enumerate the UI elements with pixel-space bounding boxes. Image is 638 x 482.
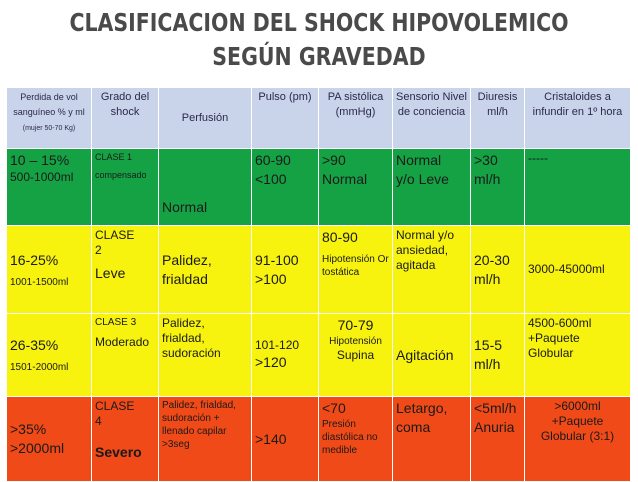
cell-grado bbox=[92, 397, 159, 482]
cell-pulso bbox=[252, 314, 319, 397]
pa-b: Hipotensión Ortostática bbox=[322, 254, 389, 278]
cell-perfusion: Palidez, frialdad bbox=[159, 226, 252, 314]
diuresis-b: ml/h bbox=[474, 171, 501, 187]
cell-perfusion: Palidez, frialdad, sudoración + llenado capilar >3seg bbox=[159, 397, 252, 482]
pulso-a: 91-100 bbox=[255, 251, 299, 268]
perdida-ml: 1001-1500ml bbox=[10, 276, 69, 288]
cell-pulso bbox=[252, 149, 319, 226]
cell-diuresis: 20-30 ml/h bbox=[471, 226, 525, 314]
pulso-b: <100 bbox=[255, 171, 287, 187]
pa-a: 80-90 bbox=[322, 229, 358, 245]
cell-pa bbox=[319, 397, 393, 482]
cell-sensorio: Agitación bbox=[393, 314, 471, 397]
perdida-pct: 26-35% bbox=[10, 337, 59, 353]
pulso-b: >120 bbox=[255, 354, 287, 370]
title-line-1: CLASIFICACION DEL SHOCK HIPOVOLEMICO bbox=[69, 8, 569, 37]
cell-grado bbox=[92, 149, 159, 226]
perdida-ml: 500-1000ml bbox=[10, 170, 74, 184]
cell-pulso: >140 bbox=[252, 397, 319, 482]
cell-grado bbox=[92, 314, 159, 397]
grado-nivel: Severo bbox=[95, 444, 142, 460]
cell-perdida bbox=[7, 314, 92, 397]
grado-nivel: Leve bbox=[95, 265, 126, 281]
perdida-pct: 16-25% bbox=[10, 251, 59, 268]
cell-cristaloides: 4500-600ml +Paquete Globular bbox=[525, 314, 631, 397]
perdida-pct: >35% bbox=[10, 421, 47, 437]
diuresis-a: >30 bbox=[474, 152, 498, 168]
cell-sensorio: Normal y/o ansiedad, agitada bbox=[393, 226, 471, 314]
cell-sensorio: Letargo, coma bbox=[393, 397, 471, 482]
shock-classification-table bbox=[6, 87, 631, 482]
cell-pa bbox=[319, 314, 393, 397]
sensorio-a: Normal bbox=[396, 152, 442, 168]
table-row-clase-3 bbox=[7, 314, 631, 397]
pa-b: Normal bbox=[322, 171, 368, 187]
slide-title bbox=[57, 6, 580, 74]
diuresis-a: <5ml/h bbox=[474, 400, 517, 416]
grado-clase: CLASE 3 bbox=[95, 317, 137, 328]
pa-b: Presión diastólica no medible bbox=[322, 419, 378, 456]
pa-a: <70 bbox=[322, 400, 346, 416]
grado-nivel: Moderado bbox=[95, 335, 150, 349]
header-row bbox=[7, 88, 631, 149]
table-row-clase-2 bbox=[7, 226, 631, 314]
cell-perfusion: Palidez, frialdad, sudoración bbox=[159, 314, 252, 397]
header-perdida-note: (mujer 50-70 Kg) bbox=[22, 125, 76, 132]
cell-cristaloides: >6000ml +Paquete Globular (3:1) bbox=[525, 397, 631, 482]
pulso-a: 60-90 bbox=[255, 152, 291, 168]
cell-perdida bbox=[7, 226, 92, 314]
cell-sensorio bbox=[393, 149, 471, 226]
cell-perfusion: Normal bbox=[159, 149, 252, 226]
cell-pa bbox=[319, 149, 393, 226]
header-pa: PA sistólica (mmHg) bbox=[319, 88, 393, 149]
cell-cristaloides: ----- bbox=[525, 149, 631, 226]
cell-pulso bbox=[252, 226, 319, 314]
header-sensorio: Sensorio Nivel de conciencia bbox=[393, 88, 471, 149]
table-row-clase-1 bbox=[7, 149, 631, 226]
grado-clase: CLASE 4 bbox=[95, 399, 135, 428]
cell-diuresis bbox=[471, 149, 525, 226]
cell-pa bbox=[319, 226, 393, 314]
cell-diuresis: 15-5 ml/h bbox=[471, 314, 525, 397]
grado-clase: CLASE 2 bbox=[95, 228, 135, 257]
cell-perdida bbox=[7, 397, 92, 482]
perdida-pct: 10 – 15% bbox=[10, 152, 70, 168]
pa-a: 70-79 bbox=[337, 317, 374, 333]
grado-nivel: compensado bbox=[95, 170, 147, 180]
cell-cristaloides: 3000-45000ml bbox=[525, 226, 631, 314]
header-pulso: Pulso (pm) bbox=[252, 88, 319, 149]
header-grado: Grado del shock bbox=[92, 88, 159, 149]
cell-perdida bbox=[7, 149, 92, 226]
pa-b2: Supina bbox=[336, 348, 375, 362]
pa-b1: Hipotensión bbox=[329, 336, 382, 347]
pulso-b: >100 bbox=[255, 270, 287, 287]
header-diuresis: Diuresis ml/h bbox=[471, 88, 525, 149]
grado-clase: CLASE 1 bbox=[95, 152, 133, 162]
header-perdida bbox=[7, 88, 92, 149]
pa-a: >90 bbox=[322, 152, 346, 168]
pulso-a: 101-120 bbox=[255, 338, 300, 352]
title-line-2: SEGÚN GRAVEDAD bbox=[212, 42, 426, 71]
table-row-clase-4 bbox=[7, 397, 631, 482]
cell-diuresis bbox=[471, 397, 525, 482]
diuresis-b: Anuria bbox=[474, 419, 515, 435]
header-perdida-label: Perdida de vol sanguíneo % y ml bbox=[13, 92, 85, 117]
sensorio-b: y/o Leve bbox=[396, 171, 449, 187]
cell-grado bbox=[92, 226, 159, 314]
header-perfusion: Perfusión bbox=[159, 88, 252, 149]
perdida-ml: 1501-2000ml bbox=[10, 362, 69, 373]
perdida-ml: >2000ml bbox=[10, 440, 65, 456]
header-cristaloides: Cristaloides a infundir en 1º hora bbox=[525, 88, 631, 149]
